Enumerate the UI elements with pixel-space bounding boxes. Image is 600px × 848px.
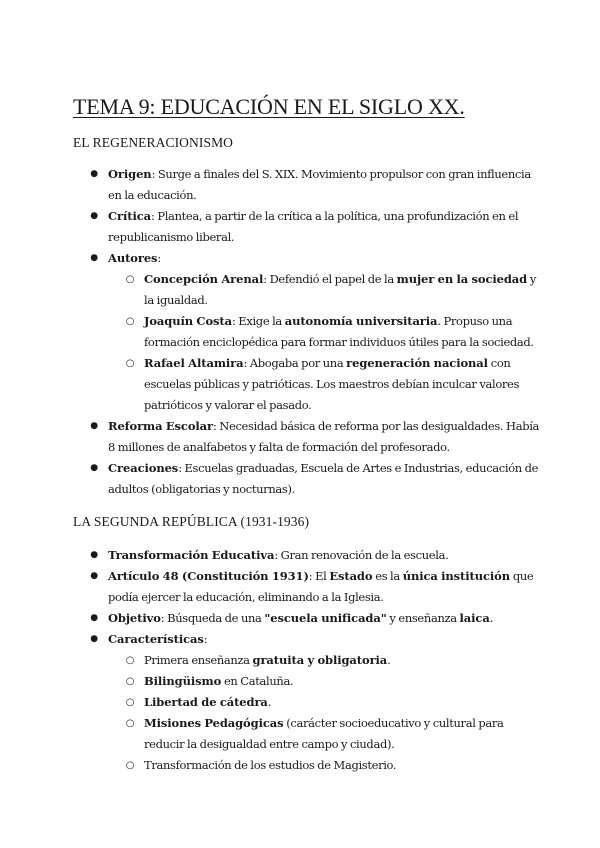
sub-bullet-icon: ○ [125, 274, 135, 285]
characteristic-item [0, 692, 600, 713]
item-text: . [489, 611, 493, 625]
bullet-icon: ● [90, 634, 98, 644]
list-item-origen [0, 164, 600, 206]
sub-bullet-icon: ○ [125, 718, 135, 729]
item-text: : Búsqueda de una [160, 611, 265, 625]
author-text: y la igualdad. [144, 272, 537, 307]
author-highlight: mujer en la sociedad [396, 272, 528, 286]
author-item-arenal [0, 269, 600, 311]
item-label: Transformación Educativa [108, 548, 275, 562]
author-text: . Propuso una formación enciclopédica para formar individuos útiles para la sociedad. [144, 314, 534, 349]
item-text: : Escuelas graduadas, Escuela de Artes e Industrias, educación de adultos (obligatorias y nocturnas). [108, 461, 539, 496]
author-item-costa [0, 311, 600, 353]
sub-bullet-icon: ○ [125, 358, 135, 369]
characteristic-text: . [387, 653, 391, 667]
characteristic-text: . [267, 695, 272, 709]
sub-bullet-icon: ○ [125, 676, 135, 687]
item-label: Reforma Escolar [108, 419, 213, 433]
item-label: Objetivo [108, 611, 161, 625]
characteristic-highlight: Bilingüismo [144, 674, 222, 688]
item-text: que podía ejercer la educación, eliminando a la Iglesia. [108, 569, 534, 604]
author-name: Concepción Arenal [144, 272, 264, 286]
segunda-republica-list [0, 545, 600, 776]
characteristic-item [0, 713, 600, 755]
characteristic-highlight: gratuita y obligatoria [252, 653, 388, 667]
sub-bullet-icon: ○ [125, 697, 135, 708]
sub-bullet-icon: ○ [125, 316, 135, 327]
list-item-articulo-48 [0, 566, 600, 608]
bullet-icon: ● [90, 463, 98, 473]
item-text: : Gran renovación de la escuela. [274, 548, 449, 562]
bullet-icon: ● [90, 253, 98, 263]
item-label: Artículo 48 (Constitución 1931) [108, 569, 309, 583]
item-text: : [203, 632, 208, 646]
item-text: es la [372, 569, 403, 583]
bullet-icon: ● [90, 550, 98, 560]
item-highlight: Estado [329, 569, 373, 583]
bullet-icon: ● [90, 571, 98, 581]
page-title: TEMA 9: EDUCACIÓN EN EL SIGLO XX. [73, 94, 465, 119]
item-highlight: única institución [402, 569, 511, 583]
author-name: Joaquín Costa [144, 314, 232, 328]
item-text: : Necesidad básica de reforma por las desigualdades. Había 8 millones de analfabetos y falta de formación del profesorado. [108, 419, 540, 454]
item-label: Creaciones [108, 461, 179, 475]
list-item-transformacion-educativa [0, 545, 600, 566]
item-text: : [157, 251, 161, 265]
list-item-reforma-escolar [0, 416, 600, 458]
author-name: Rafael Altamira [144, 356, 244, 370]
item-highlight: laica [459, 611, 490, 625]
author-text: : Defendió el papel de la [263, 272, 397, 286]
item-text: : El [308, 569, 330, 583]
bullet-icon: ● [90, 421, 98, 431]
item-highlight: "escuela unificada" [264, 611, 387, 625]
section-heading-regeneracionismo: EL REGENERACIONISMO [73, 135, 234, 150]
sub-bullet-icon: ○ [125, 655, 135, 666]
item-text: : Surge a finales del S. XIX. Movimiento propulsor con gran influencia en la educación. [108, 167, 531, 202]
section-heading-segunda-republica: LA SEGUNDA REPÚBLICA (1931-1936) [73, 514, 310, 529]
item-label: Origen [108, 167, 152, 181]
characteristic-item [0, 755, 600, 776]
characteristic-text: Primera enseñanza [144, 653, 253, 667]
author-text: : Abogaba por una [243, 356, 347, 370]
characteristic-highlight: Libertad de cátedra [144, 695, 268, 709]
bullet-icon: ● [90, 613, 98, 623]
item-text: : Plantea, a partir de la crítica a la política, una profundización en el republicanismo liberal. [108, 209, 519, 244]
item-label: Características [108, 632, 204, 646]
author-highlight: regeneración nacional [346, 356, 488, 370]
item-label: Crítica [108, 209, 152, 223]
characteristic-text: (carácter socioeducativo y cultural para reducir la desigualdad entre campo y ciudad). [144, 716, 504, 751]
item-text: y enseñanza [386, 611, 460, 625]
author-item-altamira [0, 353, 600, 416]
characteristic-highlight: Misiones Pedagógicas [144, 716, 284, 730]
regeneracionismo-list [0, 164, 600, 500]
characteristic-text: Transformación de los estudios de Magisterio. [144, 758, 397, 772]
list-item-objetivo [0, 608, 600, 629]
list-item-caracteristicas [0, 629, 600, 650]
characteristic-text: en Cataluña. [221, 674, 294, 688]
list-item-critica [0, 206, 600, 248]
item-label: Autores [108, 251, 158, 265]
sub-bullet-icon: ○ [125, 760, 135, 771]
characteristic-item [0, 650, 600, 671]
characteristic-item [0, 671, 600, 692]
bullet-icon: ● [90, 169, 98, 179]
list-item-autores [0, 248, 600, 269]
bullet-icon: ● [90, 211, 98, 221]
author-text: : Exige la [231, 314, 285, 328]
author-text: con escuelas públicas y patrióticas. Los maestros debían inculcar valores patrióticos y valorar el pasado. [144, 356, 520, 412]
author-highlight: autonomía universitaria [284, 314, 438, 328]
list-item-creaciones [0, 458, 600, 500]
